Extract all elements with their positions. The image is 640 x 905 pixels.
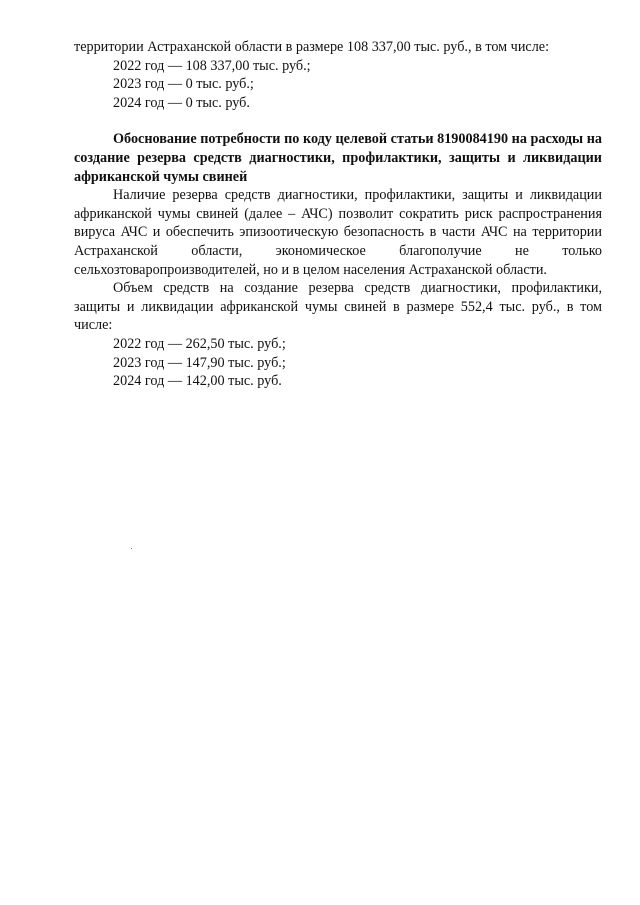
paragraph-reserve-volume: Объем средств на создание резерва средств диагностики, профилактики, защиты и ликвидации африканской чумы свиней в размере 552,4 тыс. руб., в том числе: [74,280,602,334]
document-page [74,38,602,391]
paragraph-reserve-purpose: Наличие резерва средств диагностики, профилактики, защиты и ликвидации африканской чумы свиней (далее – АЧС) позволит сократить риск распространения вируса АЧС и обеспечить эпизоотическую безопасность в части АЧС на территории Астраханской области, экономическое благополучие не только сельхозтоваропроизводителей, но и в целом населения Астраханской области. [74,187,602,278]
year-line-2024-second: 2024 год — 142,00 тыс. руб. [113,373,282,390]
year-line-2022-first: 2022 год — 108 337,00 тыс. руб.; [113,57,311,74]
year-line-2022-second: 2022 год — 262,50 тыс. руб.; [113,335,286,352]
year-line-2024-first: 2024 год — 0 тыс. руб. [113,94,250,111]
year-line-2023-first: 2023 год — 0 тыс. руб.; [113,76,254,93]
scan-speck [131,548,132,549]
section-heading: Обоснование потребности по коду целевой статьи 8190084190 на расходы на создание резерва средств диагностики, профилактики, защиты и ликвидации африканской чумы свиней [74,131,602,185]
intro-line: территории Астраханской области в размере 108 337,00 тыс. руб., в том числе: [74,39,550,55]
year-line-2023-second: 2023 год — 147,90 тыс. руб.; [113,354,286,371]
